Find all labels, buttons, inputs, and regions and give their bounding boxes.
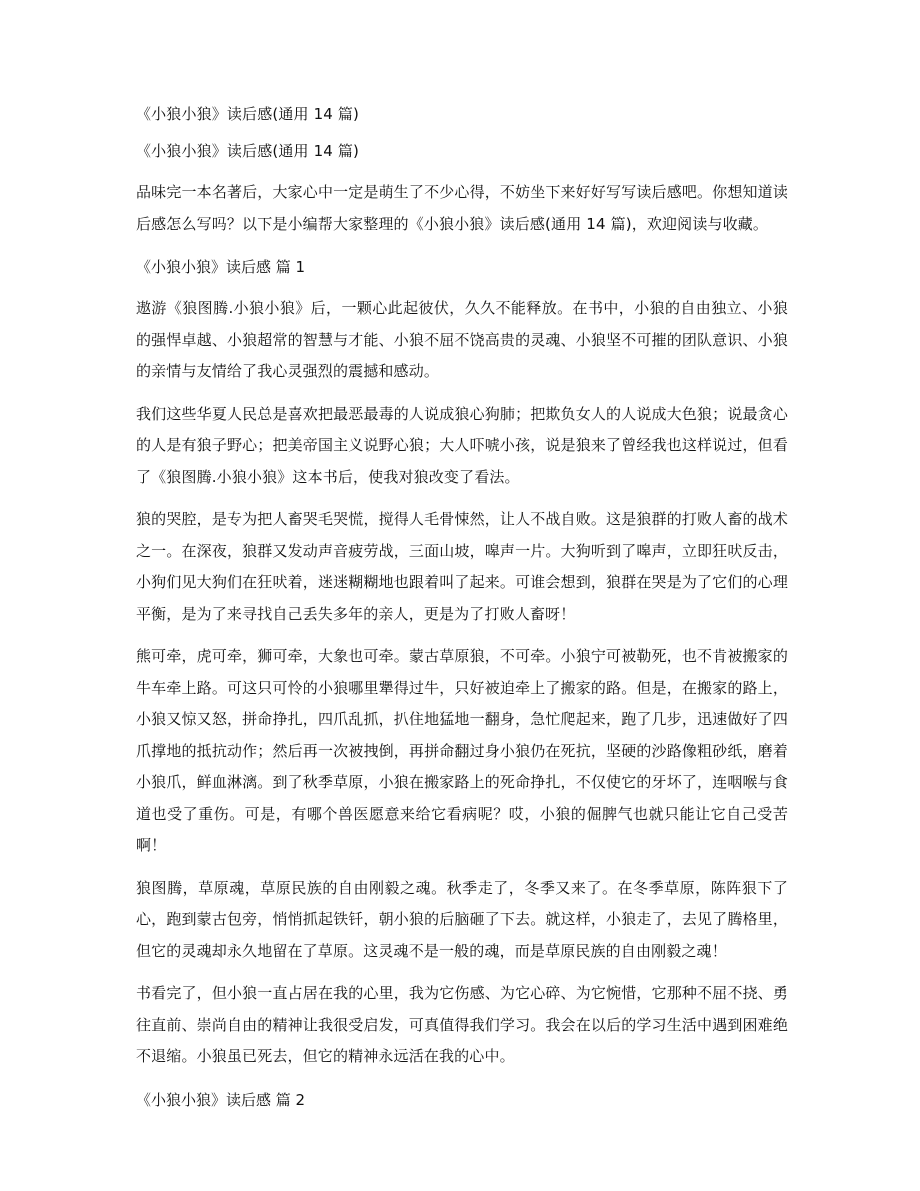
- body-paragraph: 狼图腾，草原魂，草原民族的自由刚毅之魂。秋季走了，冬季又来了。在冬季草原，陈阵狠下了心，跑到蒙古包旁，悄悄抓起铁钎，朝小狼的后脑砸了下去。就这样，小狼走了，去见了腾格里，但它的灵魂却永久地留在了草原。这灵魂不是一般的魂，而是草原民族的自由刚毅之魂！: [136, 878, 788, 960]
- intro-paragraph: 品味完一本名著后，大家心中一定是萌生了不少心得，不妨坐下来好好写写读后感吧。你想知道读后感怎么写吗？以下是小编帮大家整理的《小狼小狼》读后感(通用 14 篇)，欢迎阅读与收藏。: [136, 183, 788, 233]
- section-heading-1: 《小狼小狼》读后感 篇 1: [136, 258, 306, 276]
- document-page: [136, 98, 788, 1126]
- body-paragraph: 遨游《狼图腾.小狼小狼》后，一颗心此起彼伏，久久不能释放。在书中，小狼的自由独立、小狼的强悍卓越、小狼超常的智慧与才能、小狼不屈不饶高贵的灵魂、小狼坚不可摧的团队意识、小狼的亲情与友情给了我心灵强烈的震撼和感动。: [136, 299, 788, 380]
- body-paragraph: 熊可牵，虎可牵，狮可牵，大象也可牵。蒙古草原狼，不可牵。小狼宁可被勒死，也不肯被搬家的牛车牵上路。可这只可怜的小狼哪里犟得过牛，只好被迫牵上了搬家的路。但是，在搬家的路上，小狼又惊又怒，拼命挣扎，四爪乱抓，扒住地猛地一翻身，急忙爬起来，跑了几步，迅速做好了四爪撑地的抵抗动作；然后再一次被拽倒，再拼命翻过身小狼仍在死抗，坚硬的沙路像粗砂纸，磨着小狼爪，鲜血淋漓。到了秋季草原，小狼在搬家路上的死命挣扎，不仅使它的牙坏了，连咽喉与食道也受了重伤。可是，有哪个兽医愿意来给它看病呢？哎，小狼的倔脾气也就只能让它自己受苦啊！: [136, 647, 788, 854]
- section-heading-2: 《小狼小狼》读后感 篇 2: [136, 1090, 306, 1109]
- body-paragraph: 我们这些华夏人民总是喜欢把最恶最毒的人说成狼心狗肺；把欺负女人的人说成大色狼；说最贪心的人是有狼子野心；把美帝国主义说野心狼；大人吓唬小孩，说是狼来了曾经我也这样说过，但看了《狼图腾.小狼小狼》这本书后，使我对狼改变了看法。: [136, 404, 788, 486]
- document-subtitle: 《小狼小狼》读后感(通用 14 篇): [136, 142, 360, 160]
- body-paragraph: 书看完了，但小狼一直占居在我的心里，我为它伤感、为它心碎、为它惋惜，它那种不屈不挠、勇往直前、崇尚自由的精神让我很受启发，可真值得我们学习。我会在以后的学习生活中遇到困难绝不退缩。小狼虽已死去，但它的精神永远活在我的心中。: [136, 984, 788, 1065]
- body-paragraph: 狼的哭腔，是专为把人畜哭毛哭慌，搅得人毛骨悚然，让人不战自败。这是狼群的打败人畜的战术之一。在深夜，狼群又发动声音疲劳战，三面山坡，嗥声一片。大狗听到了嗥声，立即狂吠反击，小狗们见大狗们在狂吠着，迷迷糊糊地也跟着叫了起来。可谁会想到，狼群在哭是为了它们的心理平衡，是为了来寻找自己丢失多年的亲人，更是为了打败人畜呀！: [136, 510, 788, 623]
- document-title: 《小狼小狼》读后感(通用 14 篇): [136, 105, 360, 123]
